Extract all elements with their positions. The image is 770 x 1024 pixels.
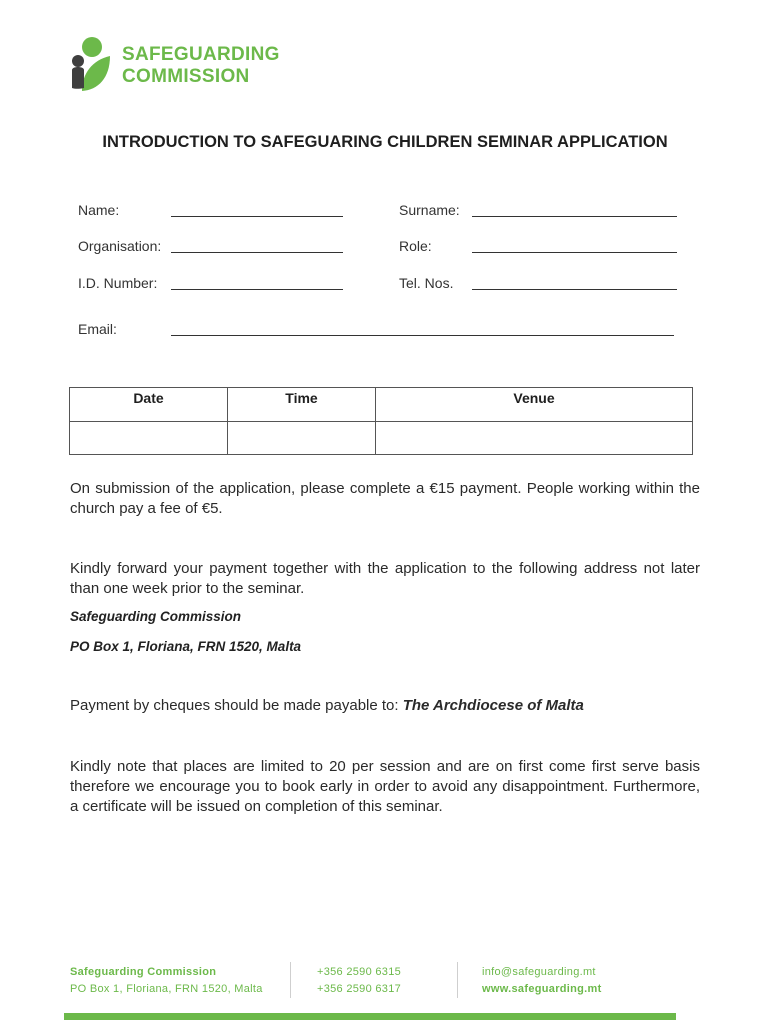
- footer-divider: [457, 962, 458, 998]
- cheque-payee: The Archdiocese of Malta: [402, 697, 584, 714]
- note-paragraph: Kindly note that places are limited to 20 per session and are on first come first serve basis therefore we encourage you to book early in order to avoid any disappointment. Furthermore, a certificate will be issued on completion of this seminar.: [70, 758, 700, 815]
- surname-label: Surname:: [399, 202, 460, 218]
- footer-address: PO Box 1, Floriana, FRN 1520, Malta: [70, 983, 263, 995]
- cheque-paragraph: [70, 696, 700, 716]
- venue-header: Venue: [376, 388, 693, 422]
- footer-email[interactable]: info@safeguarding.mt: [482, 966, 596, 978]
- footer-website[interactable]: www.safeguarding.mt: [482, 983, 602, 995]
- tel-field[interactable]: [472, 289, 677, 290]
- payment-paragraph: On submission of the application, please complete a €15 payment. People working within the church pay a fee of €5.: [70, 480, 700, 517]
- footer-contact-block: [482, 964, 602, 998]
- logo-line-2: COMMISSION: [122, 66, 250, 87]
- name-label: Name:: [78, 202, 120, 218]
- role-field[interactable]: [472, 252, 677, 253]
- date-header: Date: [70, 388, 228, 422]
- cheque-prefix: Payment by cheques should be made payable to:: [70, 697, 403, 714]
- organisation-label: Organisation:: [78, 238, 162, 254]
- organisation-field[interactable]: [171, 252, 343, 253]
- surname-field[interactable]: [472, 216, 677, 217]
- footer-phone-block: [317, 964, 401, 998]
- footer-phone-2: +356 2590 6317: [317, 983, 402, 995]
- email-label: Email:: [78, 321, 117, 337]
- footer-divider: [290, 962, 291, 998]
- seminar-schedule-table: [69, 387, 693, 455]
- name-field[interactable]: [171, 216, 343, 217]
- logo-head-small: [72, 55, 84, 67]
- page-title: INTRODUCTION TO SAFEGUARING CHILDREN SEMINAR APPLICATION: [102, 133, 668, 151]
- table-row: [70, 422, 693, 455]
- footer-address-block: [70, 964, 263, 998]
- address-line-1: Safeguarding Commission: [70, 609, 242, 624]
- forward-paragraph: Kindly forward your payment together with the application to the following address not later than one week prior to the seminar.: [70, 560, 700, 597]
- logo-text: [122, 44, 280, 88]
- venue-cell[interactable]: [376, 422, 693, 455]
- logo-leaf: [82, 56, 110, 91]
- logo-line-1: SAFEGUARDING: [122, 44, 280, 65]
- table-header-row: [70, 388, 693, 422]
- id-number-label: I.D. Number:: [78, 275, 158, 291]
- date-cell[interactable]: [70, 422, 228, 455]
- time-cell[interactable]: [228, 422, 376, 455]
- logo-body-small: [72, 67, 84, 89]
- time-header: Time: [228, 388, 376, 422]
- address-line-2: PO Box 1, Floriana, FRN 1520, Malta: [70, 639, 302, 654]
- role-label: Role:: [399, 238, 432, 254]
- footer-phone-1: +356 2590 6315: [317, 966, 402, 978]
- id-number-field[interactable]: [171, 289, 343, 290]
- footer-bar: [64, 1013, 676, 1020]
- tel-label: Tel. Nos.: [399, 275, 454, 291]
- logo-head-large: [82, 37, 102, 57]
- email-field[interactable]: [171, 335, 674, 336]
- footer-org: Safeguarding Commission: [70, 966, 217, 978]
